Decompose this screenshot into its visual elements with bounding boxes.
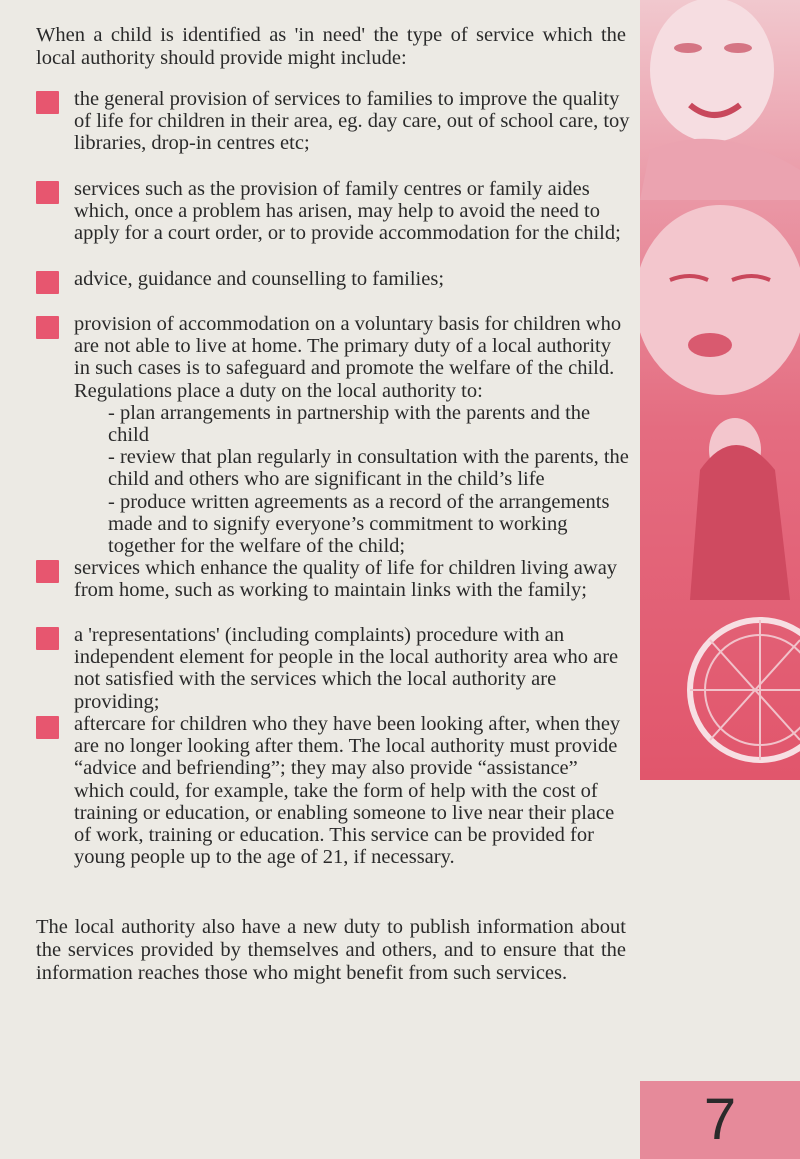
list-item	[36, 268, 630, 290]
list-item-text: the general provision of services to families to improve the quality of life for children in their area, eg. day care, out of school care, toy libraries, drop-in centres etc;	[74, 88, 630, 155]
bullet-square-icon	[36, 91, 59, 114]
list-item	[36, 713, 630, 868]
sub-list-item: - plan arrangements in partnership with the parents and the child	[108, 401, 591, 447]
list-item	[36, 624, 630, 713]
bullet-square-icon	[36, 627, 59, 650]
list-item-text: a 'representations' (including complaints) procedure with an independent element for people in the local authority area who are not satisfied with the services which the local authority are providing;	[74, 624, 619, 713]
list-item-text: advice, guidance and counselling to families;	[74, 268, 445, 290]
child-eye	[724, 43, 752, 53]
bullet-square-icon	[36, 560, 59, 583]
page-number: 7	[703, 1087, 737, 1152]
duty-sub-list	[36, 402, 630, 557]
list-item	[36, 313, 630, 557]
list-item	[36, 178, 630, 245]
list-item-text: services which enhance the quality of life for children living away from home, such as working to maintain links with the family;	[74, 557, 618, 602]
sub-list-item: - produce written agreements as a record of the arrangements made and to signify everyone’s commitment to working together for the welfare of the child;	[108, 490, 610, 558]
photo-collage-graphic	[640, 0, 800, 780]
list-item	[36, 557, 630, 601]
list-item-text: services such as the provision of family centres or family aides which, once a problem has arisen, may help to avoid the need to apply for a court order, or to provide accommodation for the child;	[74, 178, 621, 245]
list-item	[36, 88, 630, 155]
sub-list-item: - review that plan regularly in consultation with the parents, the child and others who are significant in the child’s life	[108, 446, 629, 491]
intro-paragraph: When a child is identified as 'in need' the type of service which the local authority should provide might include:	[36, 24, 626, 69]
bullet-square-icon	[36, 181, 59, 204]
bullet-square-icon	[36, 271, 59, 294]
page-number-box	[640, 1081, 800, 1159]
baby-face	[640, 205, 800, 395]
bullet-square-icon	[36, 316, 59, 339]
baby-mouth	[688, 333, 732, 357]
list-item-text: aftercare for children who they have been looking after, when they are no longer looking after them. The local authority must provide “advice and befriending”; they may also provide “assistance” which could, for example, take the form of help with the cost of training or education, or enabling someone to live near their place of work, training or education. This service can be provided for young people up to the age of 21, if necessary.	[74, 713, 621, 869]
photo-collage	[640, 0, 800, 780]
child-eye	[674, 43, 702, 53]
bullet-square-icon	[36, 716, 59, 739]
list-item-text: provision of accommodation on a voluntary basis for children who are not able to live at home. The primary duty of a local authority in such cases is to safeguard and promote the welfare of the child. Regulations place a duty on the local authority to:	[74, 313, 622, 402]
intro-block	[36, 24, 626, 70]
closing-paragraph: The local authority also have a new duty to publish information about the services provided by themselves and others, and to ensure that the information reaches those who might benefit from such services.	[36, 916, 626, 984]
child-face	[650, 0, 774, 142]
